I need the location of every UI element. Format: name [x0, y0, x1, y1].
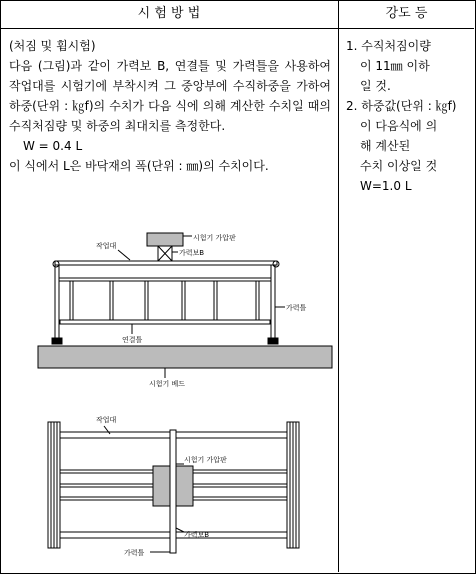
- test-method-text: [9, 36, 331, 176]
- test-bed: [38, 346, 332, 368]
- plan-label-loading-beam: 가력보B: [184, 531, 210, 539]
- work-platform: [55, 261, 277, 265]
- strength-item2-b: 이 다음식에 의: [360, 119, 438, 133]
- column-divider: [338, 0, 339, 572]
- method-title: (처짐 및 휨시험): [9, 39, 96, 53]
- strength-item2-a: 2. 하중값(단위 : ㎏f): [346, 99, 457, 113]
- method-note: 이 식에서 L은 바닥재의 폭(단위 : ㎜)의 수치이다.: [9, 159, 269, 173]
- header-strength: 강도 등: [385, 6, 428, 21]
- loading-plate: [147, 233, 183, 246]
- method-body: 다음 (그림)과 같이 가력보 B, 연결틀 및 가력틀을 사용하여 작업대를 시험기에 부착시켜 그 중앙부에 수직하중을 가하여 하중(단위 : ㎏f)의 수치가 다음 식에 의해 계산한 수치일 때의 수직처짐량 및 하중의 최대치를 측정한다.: [9, 59, 331, 133]
- label-work-platform: 작업대: [96, 242, 117, 250]
- strength-item2-e: W=1.0 L: [360, 179, 412, 193]
- strength-item1-c: 일 것.: [360, 79, 391, 93]
- connecting-frame: [60, 320, 270, 324]
- plan-label-work-platform: 작업대: [96, 416, 117, 424]
- method-formula: W = 0.4 L: [23, 139, 83, 153]
- header-test-method: 시 험 방 법: [137, 6, 201, 21]
- label-loading-beam: 가력보B: [179, 249, 205, 257]
- strength-item2-c: 해 계산된: [360, 139, 411, 153]
- plan-label-loading-plate: 시험기 가압판: [184, 456, 227, 464]
- figure-side-view: [0, 222, 338, 392]
- plan-label-loading-frame: 가력틀: [124, 549, 145, 557]
- plan-loading-beam: [170, 430, 176, 553]
- label-loading-plate: 시험기 가압판: [193, 234, 236, 242]
- label-test-bed: 시험기 베드: [149, 380, 186, 388]
- label-loading-frame: 가력틀: [286, 304, 307, 312]
- figure-plan-view: [0, 404, 338, 570]
- strength-item1-a: 1. 수직처짐이량: [346, 39, 431, 53]
- strength-item2-d: 수치 이상일 것: [360, 159, 438, 173]
- strength-item1-b: 이 11㎜ 이하: [360, 59, 430, 73]
- label-connecting-frame: 연결틀: [122, 336, 143, 344]
- strength-text: [346, 36, 474, 196]
- header-divider: [0, 28, 474, 29]
